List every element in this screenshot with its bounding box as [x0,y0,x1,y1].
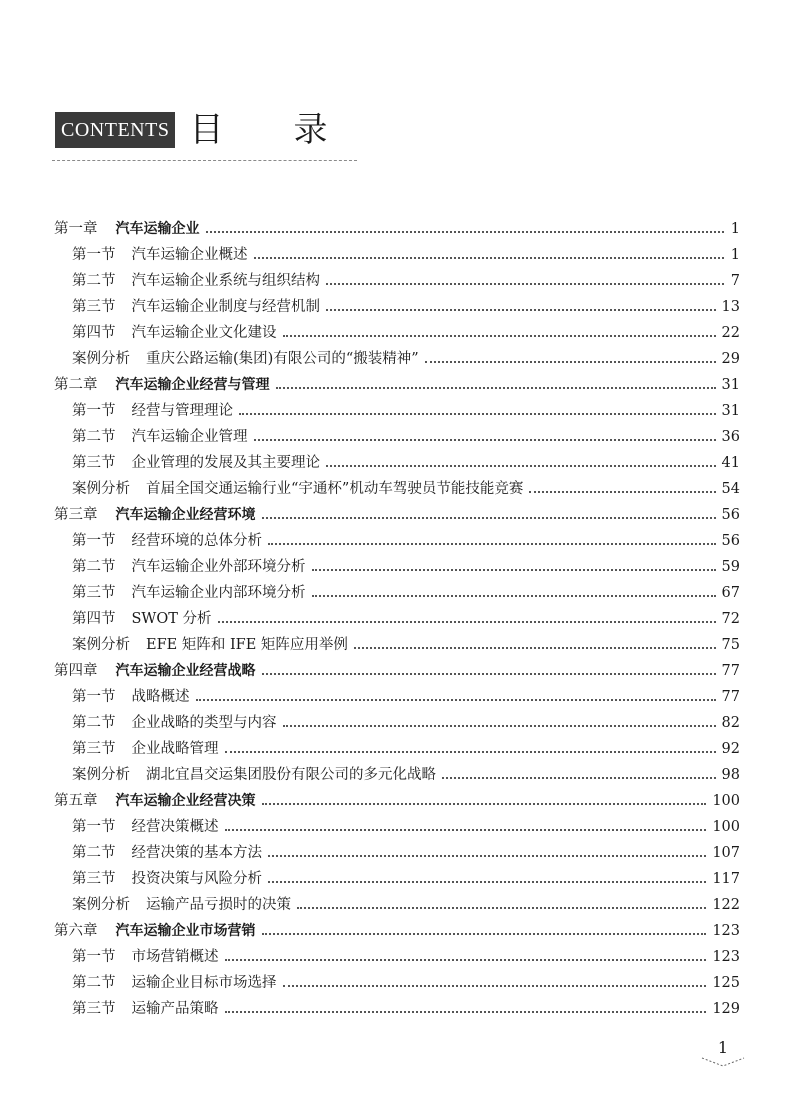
toc-entry-title: 企业战略管理 [131,741,219,757]
toc-entry-label: 第四章 [54,663,98,679]
toc-entry-page: 77 [721,663,740,679]
dot-leader [239,413,716,415]
toc-entry-title: 汽车运输企业经营决策 [115,793,256,809]
dot-leader [312,569,716,571]
toc-entry-label: 第一节 [72,949,116,965]
toc-entry-label: 第四节 [72,611,116,627]
dot-leader [442,777,716,779]
toc-entry-label: 案例分析 [72,767,130,783]
contents-header [55,112,397,148]
toc-section-row[interactable] [54,606,740,632]
toc-chapter-row[interactable] [54,918,740,944]
toc-entry-title: 汽车运输企业制度与经营机制 [131,299,320,315]
toc-entry-page: 98 [721,767,740,783]
header-divider [52,160,357,161]
dot-leader [218,621,716,623]
toc-entry-page: 56 [721,507,740,523]
toc-entry-label: 第一节 [72,533,116,549]
toc-section-row[interactable] [54,892,740,918]
toc-entry-title: 湖北宜昌交运集团股份有限公司的多元化战略 [146,767,436,783]
toc-section-row[interactable] [54,580,740,606]
toc-entry-label: 第三节 [72,871,116,887]
toc-entry-label: 第二节 [72,715,116,731]
toc-entry-title: 汽车运输企业 [115,221,200,237]
toc-section-row[interactable] [54,346,740,372]
toc-entry-label: 第三节 [72,741,116,757]
dot-leader [254,257,725,259]
toc-entry-page: 1 [730,221,740,237]
toc-entry-label: 第二节 [72,429,116,445]
toc-entry-label: 案例分析 [72,897,130,913]
toc-entry-label: 案例分析 [72,481,130,497]
toc-entry-title: 汽车运输企业经营与管理 [115,377,270,393]
toc-chapter-row[interactable] [54,658,740,684]
toc-entry-label: 第三节 [72,299,116,315]
toc-entry-title: 企业管理的发展及其主要理论 [131,455,320,471]
page-number-ornament [700,1056,746,1068]
toc-chapter-row[interactable] [54,788,740,814]
toc-entry-label: 第二章 [54,377,98,393]
dot-leader [326,283,724,285]
toc-section-row[interactable] [54,840,740,866]
toc-entry-title: 经营环境的总体分析 [131,533,262,549]
dot-leader [326,465,716,467]
dot-leader [225,1011,707,1013]
toc-section-row[interactable] [54,944,740,970]
toc-entry-title: 汽车运输企业经营战略 [115,663,256,679]
toc-section-row[interactable] [54,242,740,268]
toc-entry-label: 第二节 [72,273,116,289]
table-of-contents [54,216,740,1022]
dot-leader [425,361,716,363]
toc-entry-title: 汽车运输企业经营环境 [115,507,256,523]
toc-section-row[interactable] [54,294,740,320]
toc-entry-page: 123 [712,923,740,939]
toc-chapter-row[interactable] [54,372,740,398]
toc-entry-title: 汽车运输企业系统与组织结构 [131,273,320,289]
toc-entry-label: 第五章 [54,793,98,809]
toc-entry-title: 经营决策概述 [131,819,219,835]
toc-entry-title: 市场营销概述 [131,949,219,965]
toc-entry-page: 13 [721,299,740,315]
dot-leader [206,231,725,233]
toc-entry-page: 75 [721,637,740,653]
toc-section-row[interactable] [54,476,740,502]
toc-section-row[interactable] [54,736,740,762]
dot-leader [283,335,716,337]
toc-entry-page: 7 [730,273,740,289]
toc-entry-title: 汽车运输企业管理 [131,429,248,445]
toc-entry-label: 第二节 [72,845,116,861]
toc-entry-title: EFE 矩阵和 IFE 矩阵应用举例 [146,637,348,653]
toc-entry-page: 125 [712,975,740,991]
toc-section-row[interactable] [54,762,740,788]
toc-section-row[interactable] [54,268,740,294]
contents-label: CONTENTS [55,112,175,148]
toc-entry-page: 41 [721,455,740,471]
toc-entry-title: 经营与管理理论 [131,403,233,419]
toc-entry-title: 汽车运输企业概述 [131,247,248,263]
toc-entry-page: 122 [712,897,740,913]
toc-entry-page: 1 [730,247,740,263]
toc-entry-label: 第三节 [72,1001,116,1017]
toc-entry-title: 运输企业目标市场选择 [131,975,277,991]
toc-entry-page: 29 [721,351,740,367]
toc-entry-title: 重庆公路运输(集团)有限公司的“搬装精神” [146,351,419,367]
toc-section-row[interactable] [54,424,740,450]
dot-leader [196,699,716,701]
toc-section-row[interactable] [54,996,740,1022]
toc-chapter-row[interactable] [54,502,740,528]
dot-leader [326,309,716,311]
toc-entry-label: 第三节 [72,585,116,601]
toc-entry-title: 汽车运输企业内部环境分析 [131,585,306,601]
toc-section-row[interactable] [54,398,740,424]
dot-leader [276,387,716,389]
toc-entry-page: 100 [712,819,740,835]
toc-entry-title: 运输产品策略 [131,1001,219,1017]
dot-leader [312,595,716,597]
dot-leader [529,491,715,493]
toc-section-row[interactable] [54,554,740,580]
dot-leader [262,933,707,935]
toc-entry-label: 第三节 [72,455,116,471]
toc-entry-label: 第一节 [72,819,116,835]
dot-leader [268,543,716,545]
toc-section-row[interactable] [54,866,740,892]
toc-entry-title: 汽车运输企业市场营销 [115,923,256,939]
page-title: 目录 [189,110,398,150]
toc-entry-page: 129 [712,1001,740,1017]
toc-section-row[interactable] [54,710,740,736]
toc-entry-page: 31 [721,403,740,419]
toc-entry-page: 22 [721,325,740,341]
toc-entry-label: 第三章 [54,507,98,523]
toc-entry-page: 59 [721,559,740,575]
toc-entry-label: 第四节 [72,325,116,341]
toc-entry-label: 案例分析 [72,351,130,367]
dot-leader [297,907,706,909]
dot-leader [225,751,716,753]
toc-section-row[interactable] [54,528,740,554]
toc-entry-page: 36 [721,429,740,445]
toc-entry-page: 72 [721,611,740,627]
toc-section-row[interactable] [54,684,740,710]
toc-entry-title: 战略概述 [131,689,190,705]
dot-leader [283,725,716,727]
toc-entry-title: 投资决策与风险分析 [131,871,262,887]
toc-entry-label: 第一章 [54,221,98,237]
page-number: 1 [717,1038,729,1057]
toc-entry-label: 第一节 [72,403,116,419]
toc-entry-title: 企业战略的类型与内容 [131,715,277,731]
toc-entry-title: 汽车运输企业外部环境分析 [131,559,306,575]
toc-section-row[interactable] [54,814,740,840]
toc-entry-page: 56 [721,533,740,549]
toc-entry-label: 第二节 [72,975,116,991]
toc-entry-title: 运输产品亏损时的决策 [146,897,291,913]
toc-entry-page: 77 [721,689,740,705]
toc-entry-page: 107 [712,845,740,861]
toc-entry-title: 首届全国交通运输行业“宇通杯”机动车驾驶员节能技能竞赛 [146,481,524,497]
toc-entry-title: 汽车运输企业文化建设 [131,325,277,341]
dot-leader [262,517,716,519]
dot-leader [225,829,707,831]
dot-leader [268,855,706,857]
dot-leader [268,881,706,883]
toc-entry-page: 100 [712,793,740,809]
toc-entry-page: 31 [721,377,740,393]
dot-leader [262,673,716,675]
toc-entry-label: 第一节 [72,247,116,263]
toc-entry-page: 123 [712,949,740,965]
toc-entry-page: 92 [721,741,740,757]
toc-entry-page: 82 [721,715,740,731]
toc-section-row[interactable] [54,450,740,476]
dot-leader [254,439,716,441]
toc-section-row[interactable] [54,320,740,346]
toc-entry-label: 第六章 [54,923,98,939]
toc-entry-label: 第一节 [72,689,116,705]
toc-entry-label: 案例分析 [72,637,130,653]
toc-entry-page: 117 [712,871,740,887]
toc-entry-label: 第二节 [72,559,116,575]
toc-entry-page: 67 [721,585,740,601]
toc-entry-title: SWOT 分析 [131,611,212,627]
toc-section-row[interactable] [54,970,740,996]
dot-leader [225,959,707,961]
toc-chapter-row[interactable] [54,216,740,242]
dot-leader [262,803,707,805]
dot-leader [283,985,707,987]
dot-leader [354,647,716,649]
toc-entry-title: 经营决策的基本方法 [131,845,262,861]
toc-entry-page: 54 [721,481,740,497]
toc-section-row[interactable] [54,632,740,658]
